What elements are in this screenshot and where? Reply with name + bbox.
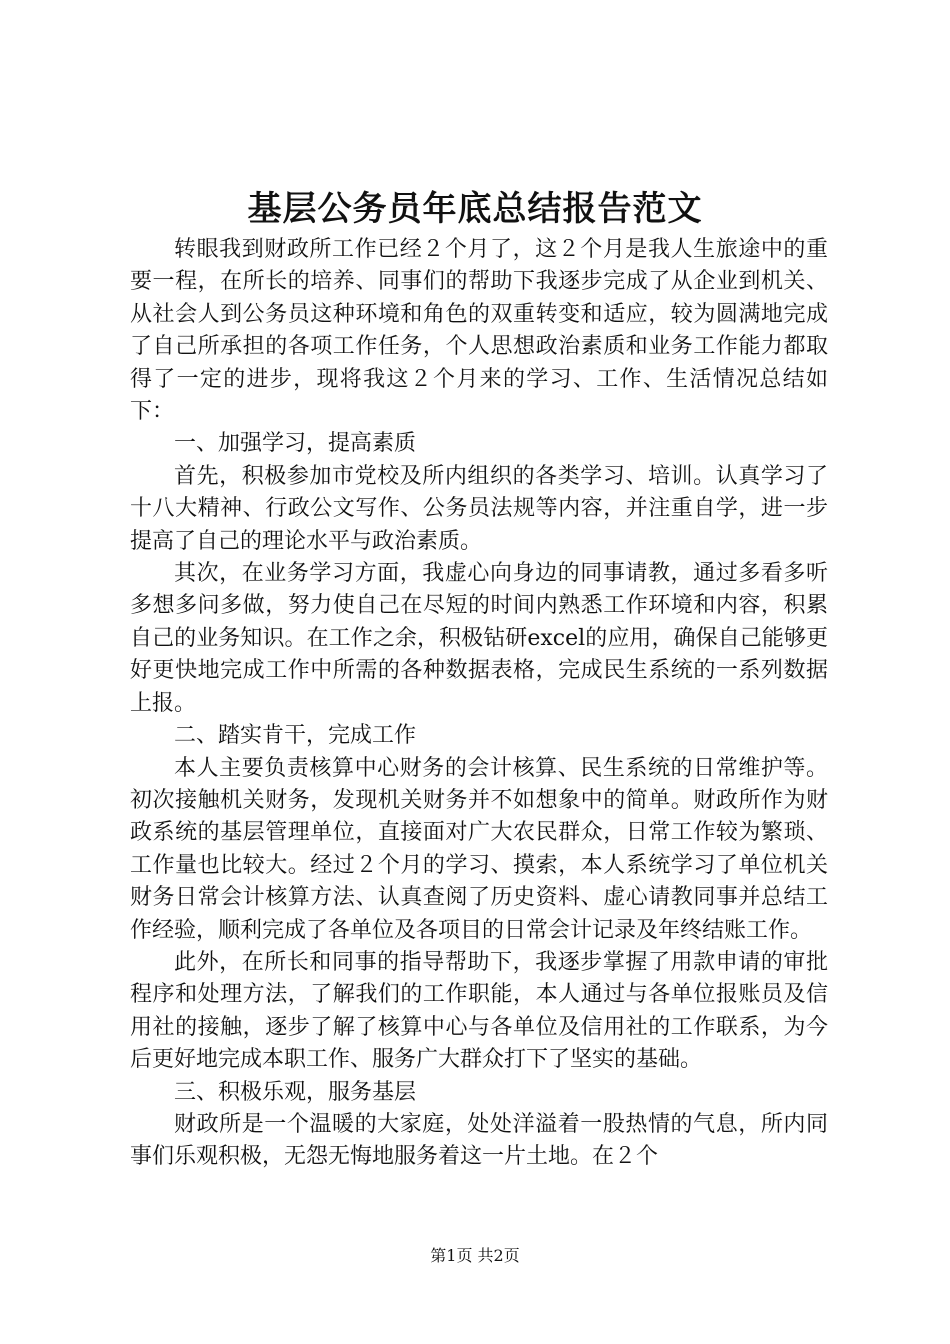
paragraph-service: 财政所是一个温暖的大家庭，处处洋溢着一股热情的气息，所内同事们乐观积极，无怨无悔地服务着这一片土地。在２个 [130,1111,828,1170]
section-heading-3: 三、积极乐观，服务基层 [174,1079,417,1105]
section-heading-1: 一、加强学习，提高素质 [174,431,417,457]
paragraph-work-main: 本人主要负责核算中心财务的会计核算、民生系统的日常维护等。初次接触机关财务，发现机关财务并不如想象中的简单。财政所作为财政系统的基层管理单位，直接面对广大农民群众，日常工作较为繁琐、工作量也比较大。经过２个月的学习、摸索，本人系统学习了单位机关财务日常会计核算方法、认真查阅了历史资料、虚心请教同事并总结工作经验，顺利完成了各单位及各项目的日常会计记录及年终结账工作。 [130,755,828,943]
page-number-footer: 第1页 共2页 [430,1246,520,1265]
document-title: 基层公务员年底总结报告范文 [247,189,703,229]
document-body [130,234,828,1174]
paragraph-work-additional: 此外，在所长和同事的指导帮助下，我逐步掌握了用款申请的审批程序和处理方法，了解我们的工作职能，本人通过与各单位报账员及信用社的接触，逐步了解了核算中心与各单位及信用社的工作联系，为今后更好地完成本职工作、服务广大群众打下了坚实的基础。 [130,949,828,1073]
section-heading-2: 二、踏实肯干，完成工作 [174,723,417,749]
paragraph-study-first: 首先，积极参加市党校及所内组织的各类学习、培训。认真学习了十八大精神、行政公文写作、公务员法规等内容，并注重自学，进一步提高了自己的理论水平与政治素质。 [130,463,828,554]
paragraph-intro: 转眼我到财政所工作已经２个月了，这２个月是我人生旅途中的重要一程，在所长的培养、同事们的帮助下我逐步完成了从企业到机关、从社会人到公务员这种环境和角色的双重转变和适应，较为圆满地完成了自己所承担的各项工作任务，个人思想政治素质和业务工作能力都取得了一定的进步，现将我这２个月来的学习、工作、生活情况总结如下： [130,237,828,425]
paragraph-study-second: 其次，在业务学习方面，我虚心向身边的同事请教，通过多看多听多想多问多做，努力使自己在尽短的时间内熟悉工作环境和内容，积累自己的业务知识。在工作之余，积极钻研excel的应用，确保自己能够更好更快地完成工作中所需的各种数据表格，完成民生系统的一系列数据上报。 [130,561,828,716]
